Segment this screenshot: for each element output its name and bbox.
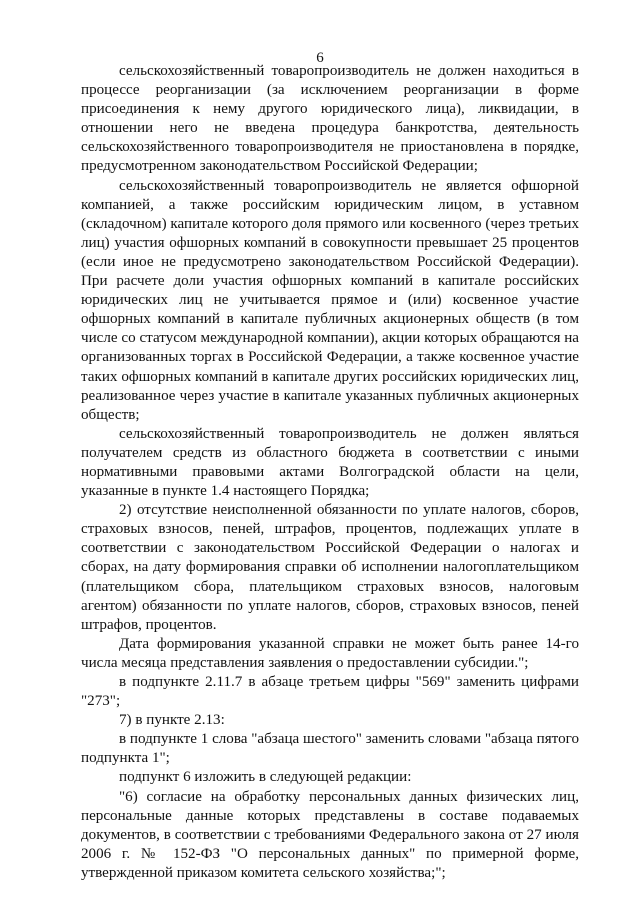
paragraph-tax-obligation: 2) отсутствие неисполненной обязанности по уплате налогов, сборов, страховых взносов, пеней, штрафов, процентов, подлежащих уплате в соответствии с законодательством Российской Федерации о налогах и сборах, на дату формирования справки об исполнении налогоплательщиком (плательщиком сбора, плательщиком страховых взносов, налоговым агентом) обязанности по уплате налогов, сборов, страховых взносов, пеней штрафов, процентов. (81, 502, 579, 633)
paragraph-item-7: 7) в пункте 2.13: (119, 712, 225, 729)
paragraph-personal-data-consent: "6) согласие на обработку персональных данных физических лиц, персональные данные которых представлены в составе подаваемых документов, в соответствии с требованиями Федерального закона от 27 июля 2006 г. № 152-ФЗ "О персональных данных" по примерной форме, утвержденной приказом комитета сельского хозяйства;"; (81, 788, 579, 881)
paragraph-subclause-1: в подпункте 1 слова "абзаца шестого" заменить словами "абзаца пятого подпункта 1"; (81, 731, 579, 767)
paragraph-subclause-6-intro: подпункт 6 изложить в следующей редакции: (119, 769, 412, 786)
paragraph-reorganization: сельскохозяйственный товаропроизводитель не должен находиться в процессе реорганизации (за исключением реорганизации в форме присоединения к нему другого юридического лица), ликвидации, в отношении него не введена процедура банкротства, деятельность сельскохозяйственного товаропроизводителя не приостановлена в порядке, предусмотренном законодательством Российской Федерации; (81, 63, 579, 175)
paragraph-subclause-2-11-7: в подпункте 2.11.7 в абзаце третьем цифры "569" заменить цифрами "273"; (81, 674, 579, 710)
document-body (81, 62, 579, 883)
paragraph-budget-recipient: сельскохозяйственный товаропроизводитель не должен являться получателем средств из областного бюджета в соответствии с иными нормативными правовыми актами Волгоградской области на цели, указанные в пункте 1.4 настоящего Порядка; (81, 425, 579, 500)
paragraph-offshore: сельскохозяйственный товаропроизводитель не является офшорной компанией, а также российским юридическим лицом, в уставном (складочном) капитале которого доля прямого или косвенного (через третьих лиц) участия офшорных компаний в совокупности превышает 25 процентов (если иное не предусмотрено законодательством Российской Федерации). При расчете доли участия офшорных компаний в капитале российских юридических лиц не учитывается прямое и (или) косвенное участие офшорных компаний в капитале публичных акционерных обществ (в том числе со статусом международной компании), акции которых обращаются на организованных торгах в Российской Федерации, а также косвенное участие таких офшорных компаний в капитале других российских юридических лиц, реализованное через участие в капитале указанных публичных акционерных обществ; (81, 177, 579, 423)
paragraph-certificate-date: Дата формирования указанной справки не может быть ранее 14-го числа месяца представления заявления о предоставлении субсидии."; (81, 635, 579, 671)
page-number: 6 (316, 50, 324, 66)
